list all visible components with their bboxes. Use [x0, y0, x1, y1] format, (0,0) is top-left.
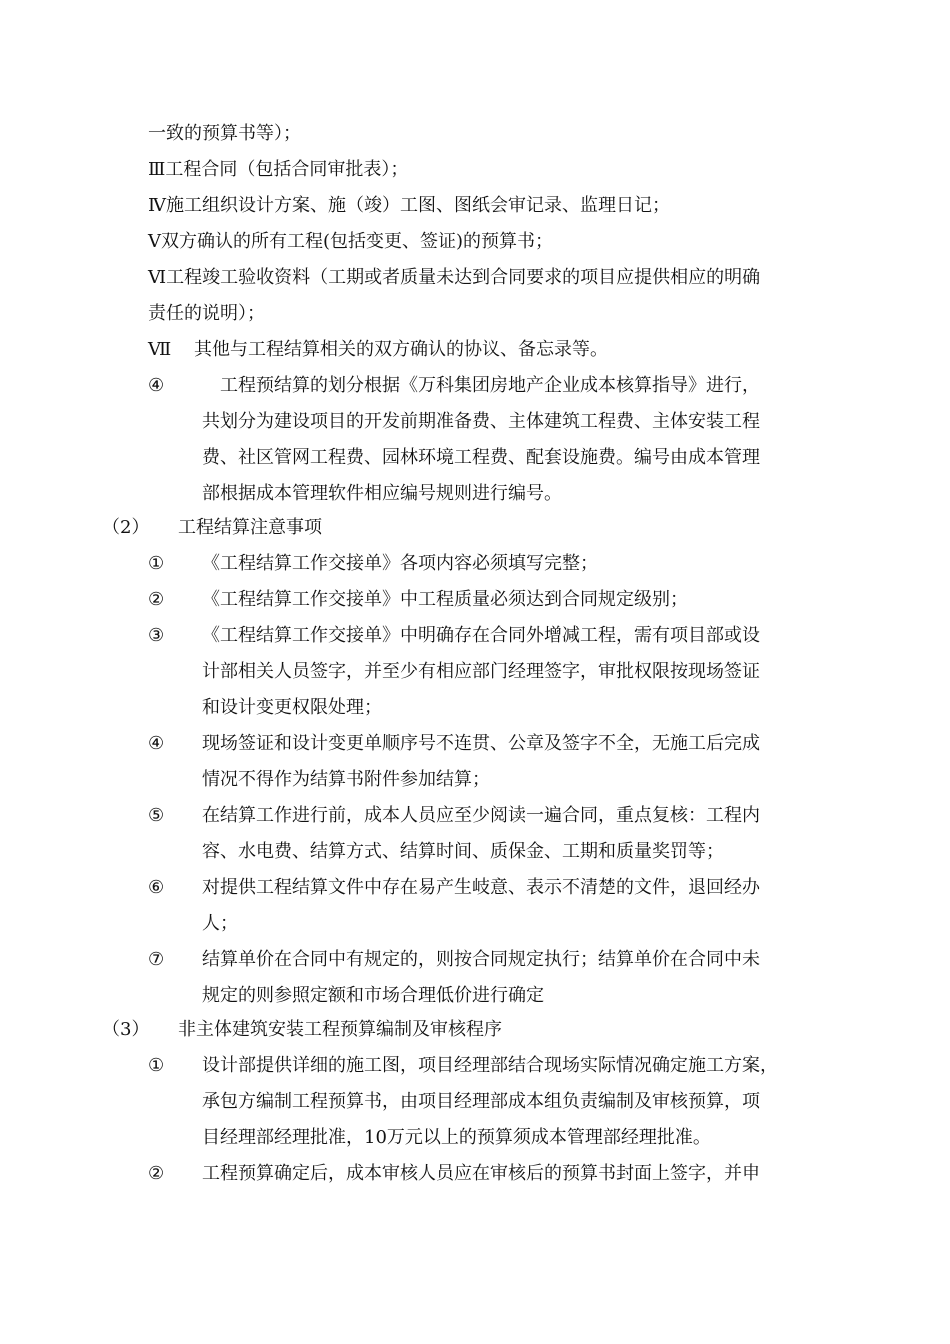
s2-item-6-line-2: 人； [202, 913, 238, 934]
section-3-heading: 非主体建筑安装工程预算编制及审核程序 [178, 1019, 502, 1040]
s2-item-5-line-1: 在结算工作进行前，成本人员应至少阅读一遍合同，重点复核：工程内 [202, 805, 760, 826]
s2-item-3-line-1: 《工程结算工作交接单》中明确存在合同外增减工程，需有项目部或设 [202, 625, 760, 646]
section-2-heading: 工程结算注意事项 [178, 517, 322, 538]
item-4-line-1: 工程预结算的划分根据《万科集团房地产企业成本核算指导》进行， [220, 375, 760, 396]
s2-item-4-marker: ④ [148, 733, 165, 754]
s2-item-7-marker: ⑦ [148, 949, 165, 970]
s3-item-1-line-2: 承包方编制工程预算书，由项目经理部成本组负责编制及审核预算，项 [202, 1091, 760, 1112]
s2-item-3-marker: ③ [148, 625, 165, 646]
s2-item-1-marker: ① [148, 553, 165, 574]
s3-item-1-marker: ① [148, 1055, 165, 1076]
s2-item-7-line-1: 结算单价在合同中有规定的，则按合同规定执行；结算单价在合同中未 [202, 949, 760, 970]
s2-item-2-marker: ② [148, 589, 165, 610]
list-item-iv: Ⅳ施工组织设计方案、施（竣）工图、图纸会审记录、监理日记； [148, 195, 670, 216]
s2-item-4-line-2: 情况不得作为结算书附件参加结算； [202, 769, 490, 790]
item-4-line-3: 费、社区管网工程费、园林环境工程费、配套设施费。编号由成本管理 [202, 447, 760, 468]
s2-item-7-line-2: 规定的则参照定额和市场合理低价进行确定 [202, 985, 544, 1006]
list-item-vi-line-1: Ⅵ工程竣工验收资料（工期或者质量未达到合同要求的项目应提供相应的明确 [148, 267, 761, 288]
item-4-line-4: 部根据成本管理软件相应编号规则进行编号。 [202, 483, 562, 504]
list-item-vi-line-2: 责任的说明）； [148, 303, 265, 324]
item-4-line-2: 共划分为建设项目的开发前期准备费、主体建筑工程费、主体安装工程 [202, 411, 760, 432]
s2-item-2-line-1: 《工程结算工作交接单》中工程质量必须达到合同规定级别； [202, 589, 688, 610]
section-3-marker: （3） [102, 1019, 150, 1040]
list-item-vii-marker: Ⅶ [148, 339, 172, 360]
item-4-marker: ④ [148, 375, 165, 396]
s2-item-5-line-2: 容、水电费、结算方式、结算时间、质保金、工期和质量奖罚等； [202, 841, 724, 862]
s2-item-1-line-1: 《工程结算工作交接单》各项内容必须填写完整； [202, 553, 598, 574]
s2-item-3-line-3: 和设计变更权限处理； [202, 697, 382, 718]
s3-item-1-line-1: 设计部提供详细的施工图，项目经理部结合现场实际情况确定施工方案， [202, 1055, 778, 1076]
list-i-continuation: 一致的预算书等）； [148, 123, 301, 144]
s2-item-3-line-2: 计部相关人员签字，并至少有相应部门经理签字，审批权限按现场签证 [202, 661, 760, 682]
s2-item-6-line-1: 对提供工程结算文件中存在易产生岐意、表示不清楚的文件，退回经办 [202, 877, 760, 898]
s3-item-2-line-1: 工程预算确定后，成本审核人员应在审核后的预算书封面上签字，并申 [202, 1163, 760, 1184]
s3-item-1-line-3: 目经理部经理批准，10万元以上的预算须成本管理部经理批准。 [202, 1127, 711, 1148]
s2-item-5-marker: ⑤ [148, 805, 165, 826]
list-item-iii: Ⅲ工程合同（包括合同审批表）； [148, 159, 409, 180]
s2-item-4-line-1: 现场签证和设计变更单顺序号不连贯、公章及签字不全，无施工后完成 [202, 733, 760, 754]
s2-item-6-marker: ⑥ [148, 877, 165, 898]
list-item-v: Ⅴ双方确认的所有工程(包括变更、签证)的预算书； [148, 231, 554, 252]
section-2-marker: （2） [102, 517, 150, 538]
list-item-vii-text: 其他与工程结算相关的双方确认的协议、备忘录等。 [194, 339, 608, 360]
s3-item-2-marker: ② [148, 1163, 165, 1184]
